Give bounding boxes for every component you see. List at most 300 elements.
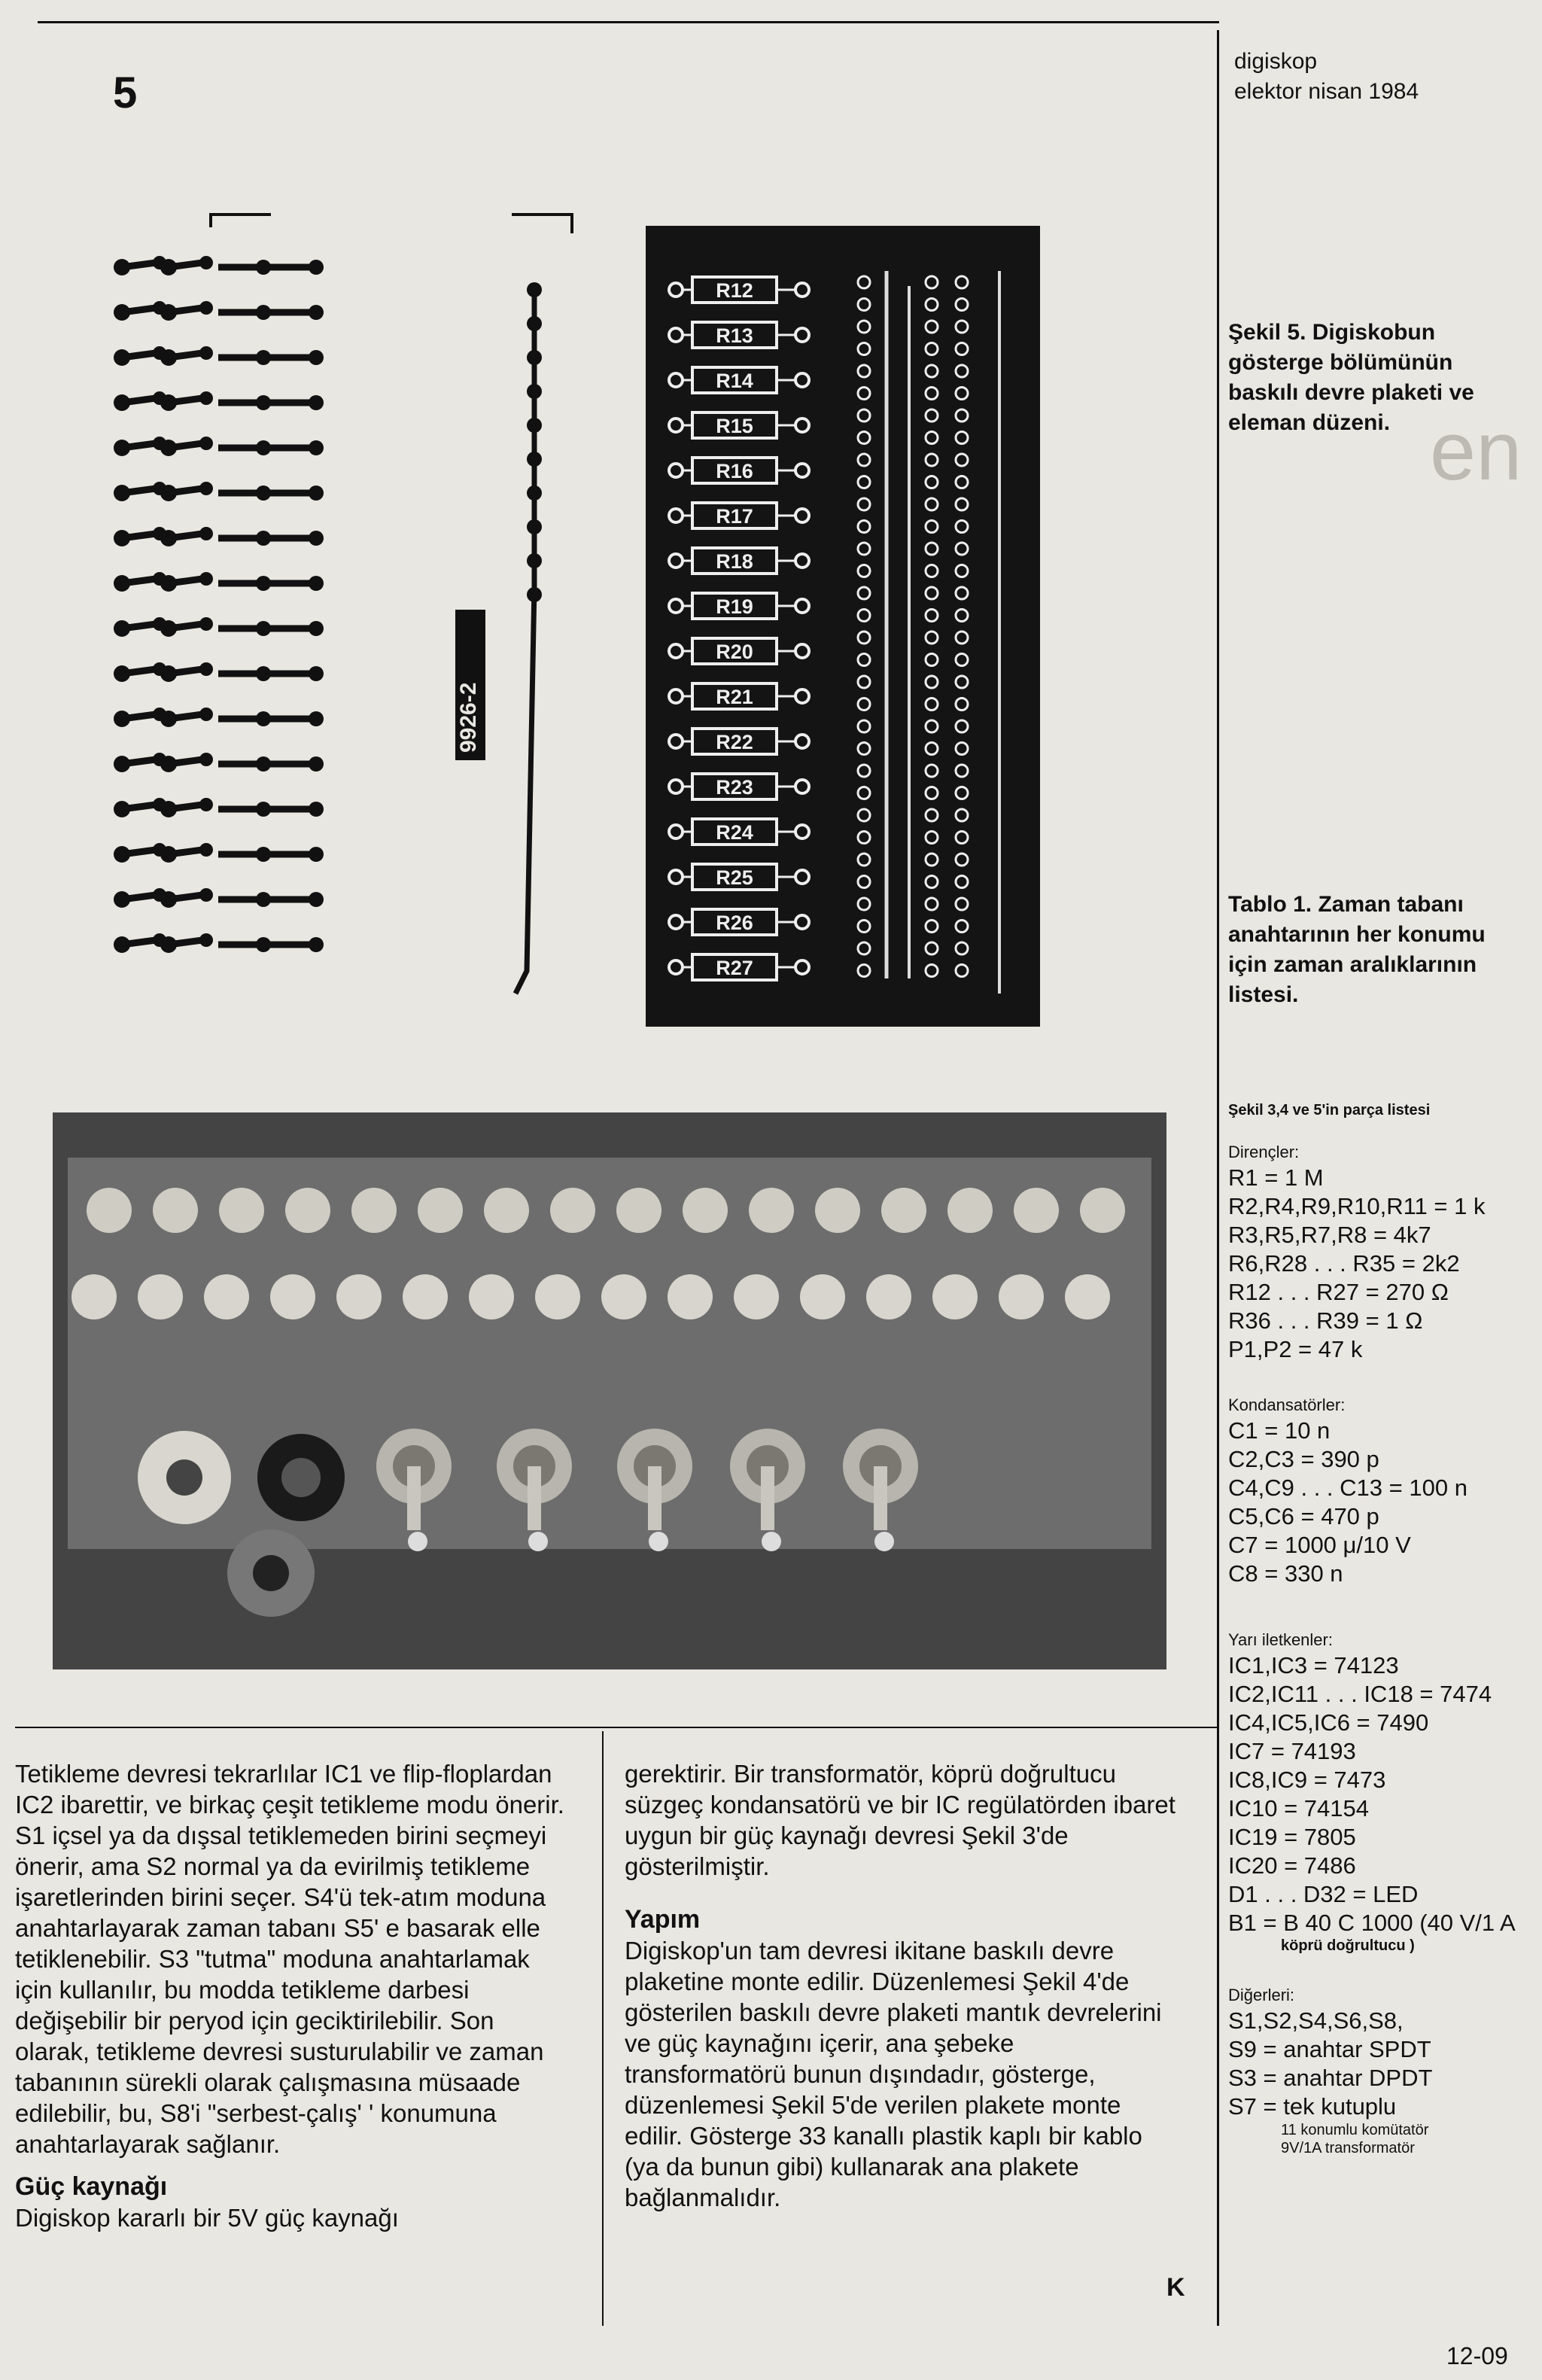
- track: [169, 805, 202, 809]
- bracket-right: [512, 215, 572, 233]
- track: [169, 850, 202, 854]
- led-pad: [858, 876, 870, 888]
- capacitors-label: Kondansatörler:: [1228, 1395, 1346, 1414]
- led: [204, 1274, 249, 1319]
- led-pad: [956, 365, 968, 377]
- pad: [669, 960, 683, 974]
- show-through-text: en: [1430, 405, 1522, 498]
- led-pad: [926, 854, 938, 866]
- resistor-label: R15: [716, 415, 753, 437]
- pad: [669, 825, 683, 838]
- pad: [309, 531, 324, 546]
- led-pad: [858, 565, 870, 577]
- led-pad: [956, 743, 968, 755]
- led: [800, 1274, 845, 1319]
- pad: [199, 346, 213, 360]
- led-pad: [956, 543, 968, 555]
- led-pad: [926, 543, 938, 555]
- pad: [199, 662, 213, 676]
- pad: [669, 644, 683, 658]
- led: [535, 1274, 580, 1319]
- resistors-list: [1228, 1164, 1533, 1364]
- track: [122, 579, 156, 583]
- track: [122, 353, 156, 358]
- led-pad: [858, 409, 870, 422]
- track: [122, 308, 156, 312]
- led-pad: [956, 765, 968, 777]
- pad: [669, 735, 683, 748]
- led-pad: [926, 388, 938, 400]
- pcb-component-layout: [646, 226, 1040, 1027]
- pad: [795, 464, 809, 477]
- pad: [199, 888, 213, 902]
- pad: [199, 753, 213, 766]
- led-pad: [956, 676, 968, 688]
- pad: [669, 554, 683, 568]
- led-pad: [858, 432, 870, 444]
- led: [881, 1188, 926, 1233]
- led-pad: [926, 809, 938, 821]
- led-pad: [858, 965, 870, 977]
- parts-item: IC4,IC5,IC6 = 7490: [1228, 1709, 1429, 1736]
- pad: [199, 482, 213, 495]
- led-pad: [926, 276, 938, 288]
- pad: [669, 418, 683, 432]
- parts-item: 9V/1A transformatör: [1281, 2140, 1415, 2156]
- led-pad: [858, 698, 870, 711]
- led-pad: [956, 276, 968, 288]
- led: [270, 1274, 315, 1319]
- track: [122, 624, 156, 628]
- led: [616, 1188, 662, 1233]
- led-pad: [926, 787, 938, 799]
- column2-paragraph-2: Digiskop'un tam devresi ikitane baskılı devre plaketine monte edilir. Düzenlemesi Şekil 4'de gösterilen baskılı devre plaketi mantık devrelerini ve güç kaynağını içerir, ana şebeke transformatörü bunun dışındadır, gösterge, düzenlemesi Şekil 5'de verilen plakete monte edilir. Gösterge 33 kanallı plastik kaplı bir kablo (ya da bunun gibi) kullanarak ana plakete bağlanmalıdır.: [625, 1937, 1162, 2211]
- led-pad: [858, 454, 870, 466]
- bridge-note: köprü doğrultucu ): [1281, 1937, 1415, 1954]
- article-end-mark: K: [1166, 2273, 1185, 2302]
- led-pad: [956, 898, 968, 910]
- led-pad: [956, 921, 968, 933]
- resistor-label: R14: [716, 370, 753, 392]
- led-pad: [858, 521, 870, 533]
- pad: [795, 373, 809, 387]
- track: [169, 714, 202, 719]
- parts-item: IC1,IC3 = 74123: [1228, 1652, 1399, 1678]
- led-pad: [926, 343, 938, 355]
- led: [1065, 1274, 1110, 1319]
- track: [122, 714, 156, 719]
- parts-item: S1,S2,S4,S6,S8,: [1228, 2007, 1404, 2034]
- pad: [309, 847, 324, 862]
- parts-item: S9 = anahtar SPDT: [1228, 2036, 1431, 2062]
- pad: [795, 870, 809, 884]
- parts-item: IC10 = 74154: [1228, 1795, 1370, 1822]
- bracket-left: [211, 215, 271, 227]
- led-pad: [926, 498, 938, 510]
- led-pad: [858, 543, 870, 555]
- pad: [199, 437, 213, 450]
- resistor-label: R13: [716, 324, 753, 347]
- led-pad: [858, 765, 870, 777]
- pad: [669, 915, 683, 929]
- led-pad: [858, 365, 870, 377]
- led-pad: [858, 587, 870, 599]
- resistor-label: R17: [716, 505, 753, 528]
- led-pad: [956, 942, 968, 954]
- display-board-photo: [53, 1112, 1166, 1669]
- pad: [309, 485, 324, 501]
- pad: [309, 305, 324, 320]
- track: [122, 488, 156, 493]
- pad: [309, 440, 324, 455]
- parts-item: S7 = tek kutuplu: [1228, 2093, 1397, 2120]
- switch-lever: [648, 1466, 662, 1530]
- led-pad: [926, 676, 938, 688]
- led-pad: [858, 898, 870, 910]
- pad: [669, 509, 683, 522]
- led-pad: [926, 409, 938, 422]
- led: [484, 1188, 529, 1233]
- pad: [669, 283, 683, 297]
- switch-lever: [761, 1466, 774, 1530]
- led-pad: [858, 854, 870, 866]
- parts-item: C2,C3 = 390 p: [1228, 1446, 1379, 1472]
- led: [285, 1188, 330, 1233]
- resistors-label: Dirençler:: [1228, 1143, 1300, 1161]
- led-pad: [956, 610, 968, 622]
- parts-item: IC7 = 74193: [1228, 1738, 1356, 1764]
- parts-item: R1 = 1 M: [1228, 1164, 1324, 1191]
- led-pad: [926, 876, 938, 888]
- pad: [309, 395, 324, 410]
- led-pad: [858, 632, 870, 644]
- led-pad: [926, 921, 938, 933]
- pad: [795, 328, 809, 342]
- led: [219, 1188, 264, 1233]
- parts-item: IC19 = 7805: [1228, 1824, 1356, 1850]
- pad: [669, 599, 683, 613]
- resistor-label: R16: [716, 460, 753, 482]
- pad: [309, 711, 324, 726]
- led: [1080, 1188, 1125, 1233]
- led: [138, 1274, 183, 1319]
- column1-paragraph: Tetikleme devresi tekrarlılar IC1 ve flip-floplardan IC2 ibarettir, ve birkaç çeşit tetikleme modu önerir. S1 içsel ya da dışsal tetiklemeden birini seçmeyi önerir, ama S2 normal ya da evirilmiş tetikleme işaretlerinden birini seçer. S4'ü tek-atım moduna anahtarlayarak zaman tabanı S5' e basarak elle tetiklenebilir. S3 "tutma" moduna anahtarlamak için kullanılır, bu modda tetikleme darbesi değişebilir bir peryod için geciktirilebilir. Son olarak, tetikleme devresi susturulabilir ve zaman tabanının sürekli olarak çalışmasına müsaade edilebilir, bu, S8'i "serbest-çalış' ' konumuna anahtarlayarak sağlanır.: [15, 1760, 564, 2158]
- parts-item: C1 = 10 n: [1228, 1417, 1331, 1444]
- led-pad: [858, 654, 870, 666]
- pad: [199, 843, 213, 857]
- header-issue: elektor nisan 1984: [1234, 79, 1419, 104]
- led: [418, 1188, 463, 1233]
- led-pad: [956, 809, 968, 821]
- column-divider: [602, 1731, 604, 2326]
- track: [169, 624, 202, 628]
- resistor-label: R20: [716, 641, 753, 663]
- led-pad: [956, 654, 968, 666]
- semiconductors-label: Yarı iletkenler:: [1228, 1630, 1333, 1649]
- pad: [309, 576, 324, 591]
- led-pad: [956, 565, 968, 577]
- led-pad: [926, 365, 938, 377]
- track: [122, 534, 156, 538]
- pad: [309, 802, 324, 817]
- parts-list-heading: Şekil 3,4 ve 5'in parça listesi: [1228, 1102, 1431, 1118]
- led-pad: [858, 299, 870, 311]
- led-pad: [926, 476, 938, 488]
- track: [122, 850, 156, 854]
- led-pad: [926, 321, 938, 333]
- led-pad: [926, 565, 938, 577]
- track: [122, 759, 156, 764]
- led-pad: [926, 299, 938, 311]
- led: [403, 1274, 448, 1319]
- board-id-label: 9926-2: [456, 682, 481, 753]
- parts-item: R3,R5,R7,R8 = 4k7: [1228, 1222, 1431, 1248]
- led-pad: [926, 454, 938, 466]
- parts-item: R36 . . . R39 = 1 Ω: [1228, 1307, 1423, 1334]
- led-pad: [858, 276, 870, 288]
- led: [999, 1274, 1044, 1319]
- column1-paragraph-2: Digiskop kararlı bir 5V güç kaynağı: [15, 2204, 399, 2232]
- resistor-label: R27: [716, 957, 753, 979]
- screw: [528, 1532, 548, 1551]
- pad: [199, 933, 213, 947]
- pad: [309, 260, 324, 275]
- track: [122, 263, 156, 267]
- switch-lever: [528, 1466, 541, 1530]
- track: [169, 940, 202, 945]
- led: [351, 1188, 397, 1233]
- pad: [795, 689, 809, 703]
- resistor-label: R26: [716, 912, 753, 934]
- pad: [795, 644, 809, 658]
- led-pad: [858, 388, 870, 400]
- led-pad: [858, 476, 870, 488]
- switch-lever: [874, 1466, 887, 1530]
- pad: [795, 825, 809, 838]
- pad: [795, 509, 809, 522]
- resistor-label: R25: [716, 866, 753, 889]
- pad: [309, 350, 324, 365]
- pad: [795, 418, 809, 432]
- page-number: 12-09: [1446, 2342, 1508, 2369]
- led-pad: [956, 632, 968, 644]
- led-pad: [956, 299, 968, 311]
- led-pad: [926, 587, 938, 599]
- led-pad: [956, 720, 968, 732]
- parts-item: IC20 = 7486: [1228, 1852, 1356, 1879]
- parts-item: R2,R4,R9,R10,R11 = 1 k: [1228, 1193, 1486, 1219]
- track: [169, 534, 202, 538]
- led: [336, 1274, 382, 1319]
- led-pad: [956, 832, 968, 844]
- header-title: digiskop: [1234, 49, 1318, 74]
- led-pad: [926, 698, 938, 711]
- pad: [199, 617, 213, 631]
- power-supply-heading: Güç kaynağı: [15, 2172, 168, 2201]
- pcb-track-layout: [113, 211, 602, 1031]
- pad: [669, 373, 683, 387]
- text-divider: [15, 1727, 1219, 1728]
- resistor-rows: [669, 277, 809, 980]
- track: [169, 895, 202, 899]
- track: [169, 398, 202, 403]
- switch-lever: [407, 1466, 421, 1530]
- led: [668, 1274, 713, 1319]
- led: [601, 1274, 646, 1319]
- parts-item: C8 = 330 n: [1228, 1560, 1343, 1587]
- screw: [408, 1532, 427, 1551]
- construction-heading: Yapım: [625, 1905, 701, 1934]
- page-header: [1234, 47, 1419, 107]
- led-pad: [858, 743, 870, 755]
- led-pad: [956, 476, 968, 488]
- resistor-label: R18: [716, 550, 753, 573]
- pad: [795, 283, 809, 297]
- led-pad: [926, 832, 938, 844]
- pad: [199, 572, 213, 586]
- pad: [795, 599, 809, 613]
- track: [122, 443, 156, 448]
- led-pad: [926, 632, 938, 644]
- pad: [199, 256, 213, 269]
- led: [550, 1188, 595, 1233]
- led-pad: [956, 454, 968, 466]
- pad: [199, 301, 213, 315]
- parts-item: 11 konumlu komütatör: [1281, 2122, 1429, 2138]
- led-pad: [926, 765, 938, 777]
- led-pad: [926, 898, 938, 910]
- led-pad: [956, 876, 968, 888]
- figure-caption: Şekil 5. Digiskobun gösterge bölümünün baskılı devre plaketi ve eleman düzeni.: [1228, 320, 1474, 435]
- parts-item: B1 = B 40 C 1000 (40 V/1 A: [1228, 1910, 1516, 1936]
- led-pad: [956, 965, 968, 977]
- led: [683, 1188, 728, 1233]
- led: [469, 1274, 514, 1319]
- led-pad: [956, 854, 968, 866]
- track: [122, 669, 156, 674]
- parts-list: [1228, 1100, 1533, 2157]
- screw: [762, 1532, 781, 1551]
- track: [122, 805, 156, 809]
- track: [169, 353, 202, 358]
- pad: [309, 666, 324, 681]
- resistor-label: R19: [716, 595, 753, 618]
- led-pad: [858, 787, 870, 799]
- led: [87, 1188, 132, 1233]
- led-pad: [926, 610, 938, 622]
- table-caption: Tablo 1. Zaman tabanı anahtarının her konumu için zaman aralıklarının listesi.: [1228, 892, 1486, 1007]
- track: [122, 398, 156, 403]
- led: [153, 1188, 198, 1233]
- led-pad: [926, 743, 938, 755]
- led-pad: [858, 610, 870, 622]
- figure-number: 5: [113, 68, 138, 117]
- led: [71, 1274, 117, 1319]
- led-pad: [956, 587, 968, 599]
- pad-rows: [114, 256, 542, 953]
- others-sub-list: [1228, 2121, 1533, 2157]
- track: [169, 443, 202, 448]
- others-label: Diğerleri:: [1228, 1986, 1295, 2004]
- track: [169, 263, 202, 267]
- led-pad: [858, 676, 870, 688]
- pad: [669, 464, 683, 477]
- parts-item: C5,C6 = 470 p: [1228, 1503, 1379, 1529]
- resistor-label: R24: [716, 821, 753, 844]
- pad: [669, 780, 683, 793]
- led-pad: [956, 321, 968, 333]
- pad: [309, 937, 324, 952]
- track: [169, 669, 202, 674]
- pad: [309, 621, 324, 636]
- led-pad: [858, 321, 870, 333]
- led: [749, 1188, 794, 1233]
- pad: [795, 554, 809, 568]
- resistor-label: R21: [716, 686, 753, 708]
- track: [169, 488, 202, 493]
- parts-item: P1,P2 = 47 k: [1228, 1336, 1363, 1362]
- led-pad: [926, 432, 938, 444]
- parts-item: D1 . . . D32 = LED: [1228, 1881, 1419, 1907]
- text-column-2: [625, 1758, 1182, 2213]
- led: [734, 1274, 779, 1319]
- resistor-label: R22: [716, 731, 753, 753]
- capacitors-list: [1228, 1417, 1533, 1588]
- led-pad: [956, 498, 968, 510]
- led-pad: [858, 720, 870, 732]
- led-pad: [858, 498, 870, 510]
- led-pad: [956, 787, 968, 799]
- semiconductors-list: [1228, 1651, 1533, 1937]
- led-pad: [956, 698, 968, 711]
- parts-item: C7 = 1000 μ/10 V: [1228, 1532, 1411, 1558]
- parts-item: R12 . . . R27 = 270 Ω: [1228, 1279, 1449, 1305]
- led-pad: [956, 343, 968, 355]
- led-pad: [926, 521, 938, 533]
- parts-item: IC8,IC9 = 7473: [1228, 1767, 1386, 1793]
- led-pad: [858, 921, 870, 933]
- pad: [795, 915, 809, 929]
- pad: [795, 960, 809, 974]
- led-pad: [956, 432, 968, 444]
- led-pad: [956, 388, 968, 400]
- track: [169, 579, 202, 583]
- pad: [795, 735, 809, 748]
- led-pad: [926, 942, 938, 954]
- parts-item: IC2,IC11 . . . IC18 = 7474: [1228, 1681, 1492, 1707]
- parts-item: S3 = anahtar DPDT: [1228, 2065, 1433, 2091]
- led-columns: [858, 276, 968, 977]
- screw: [874, 1532, 894, 1551]
- pad: [795, 780, 809, 793]
- track: [169, 308, 202, 312]
- column2-paragraph: gerektirir. Bir transformatör, köprü doğrultucu süzgeç kondansatörü ve bir IC regülatörden ibaret uygun bir güç kaynağı devresi Şekil 3'de gösterilmiştir.: [625, 1760, 1176, 1880]
- led: [1014, 1188, 1059, 1233]
- led: [932, 1274, 978, 1319]
- led-pad: [956, 521, 968, 533]
- led: [866, 1274, 911, 1319]
- led-pad: [858, 942, 870, 954]
- led-pad: [926, 720, 938, 732]
- led: [947, 1188, 993, 1233]
- pad: [669, 689, 683, 703]
- resistor-label: R12: [716, 279, 753, 302]
- led-pad: [926, 965, 938, 977]
- pad: [199, 391, 213, 405]
- parts-item: R6,R28 . . . R35 = 2k2: [1228, 1250, 1460, 1277]
- led: [815, 1188, 860, 1233]
- others-list: [1228, 2007, 1533, 2121]
